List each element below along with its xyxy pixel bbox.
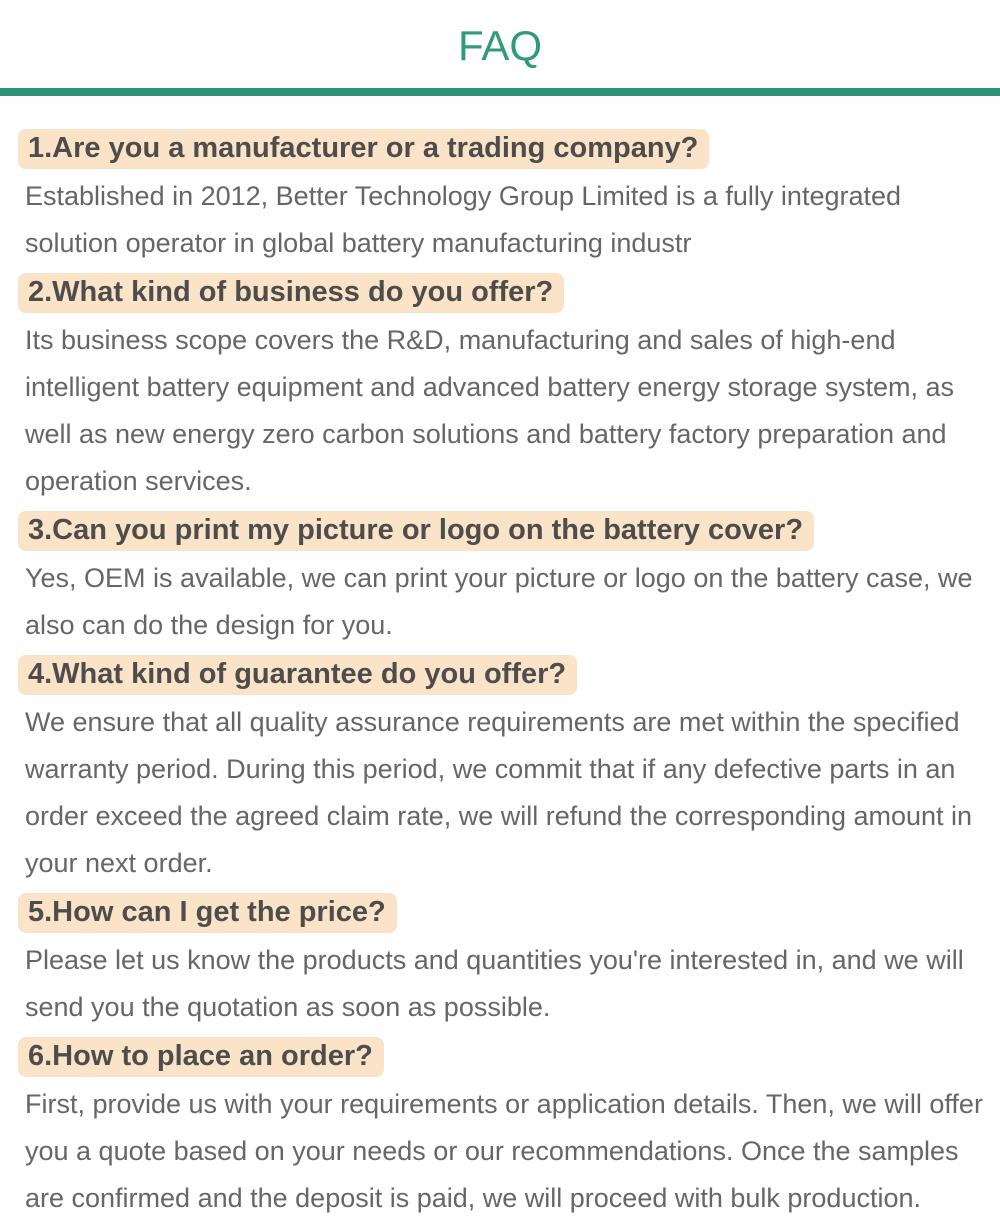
faq-list bbox=[0, 96, 1000, 1222]
faq-answer-text: Established in 2012, Better Technology Group Limited is a fully integrated solution operator in global battery manufacturing industr bbox=[25, 181, 902, 258]
faq-answer-text: Yes, OEM is available, we can print your picture or logo on the battery case, we also can do the design for you. bbox=[25, 563, 973, 640]
faq-item bbox=[18, 655, 987, 887]
faq-question-text: 3.Can you print my picture or logo on the battery cover? bbox=[28, 514, 804, 546]
section-divider bbox=[0, 88, 1000, 96]
faq-answer-text: We ensure that all quality assurance requirements are met within the specified warranty period. During this period, we commit that if any defective parts in an order exceed the agreed claim rate, we will refund the corresponding amount in your next order. bbox=[25, 707, 973, 878]
faq-question-text: 6.How to place an order? bbox=[28, 1040, 373, 1072]
faq-question-text: 5.How can I get the price? bbox=[28, 896, 386, 928]
faq-question-highlight bbox=[18, 129, 709, 169]
faq-header bbox=[0, 0, 1000, 70]
faq-item bbox=[18, 893, 987, 1031]
faq-question-highlight bbox=[18, 273, 564, 313]
faq-question-text: 2.What kind of business do you offer? bbox=[28, 276, 554, 308]
faq-item bbox=[18, 511, 987, 649]
faq-item bbox=[18, 1037, 987, 1222]
faq-question-text: 4.What kind of guarantee do you offer? bbox=[28, 658, 567, 690]
faq-answer-text: Please let us know the products and quantities you're interested in, and we will send you the quotation as soon as possible. bbox=[25, 945, 964, 1022]
faq-question-highlight bbox=[18, 511, 814, 551]
faq-item bbox=[18, 273, 987, 505]
faq-answer-text: First, provide us with your requirements or application details. Then, we will offer you a quote based on your needs or our recommendations. Once the samples are confirmed and the deposit is paid, we will proceed with bulk production. bbox=[25, 1089, 983, 1213]
faq-question-highlight bbox=[18, 1037, 384, 1077]
faq-question-text: 1.Are you a manufacturer or a trading company? bbox=[28, 132, 699, 164]
faq-question-highlight bbox=[18, 893, 397, 933]
page-title: FAQ bbox=[457, 22, 543, 69]
faq-question-highlight bbox=[18, 655, 577, 695]
faq-answer-text: Its business scope covers the R&D, manufacturing and sales of high-end intelligent battery equipment and advanced battery energy storage system, as well as new energy zero carbon solutions and battery factory preparation and operation services. bbox=[25, 325, 955, 496]
faq-item bbox=[18, 129, 987, 267]
